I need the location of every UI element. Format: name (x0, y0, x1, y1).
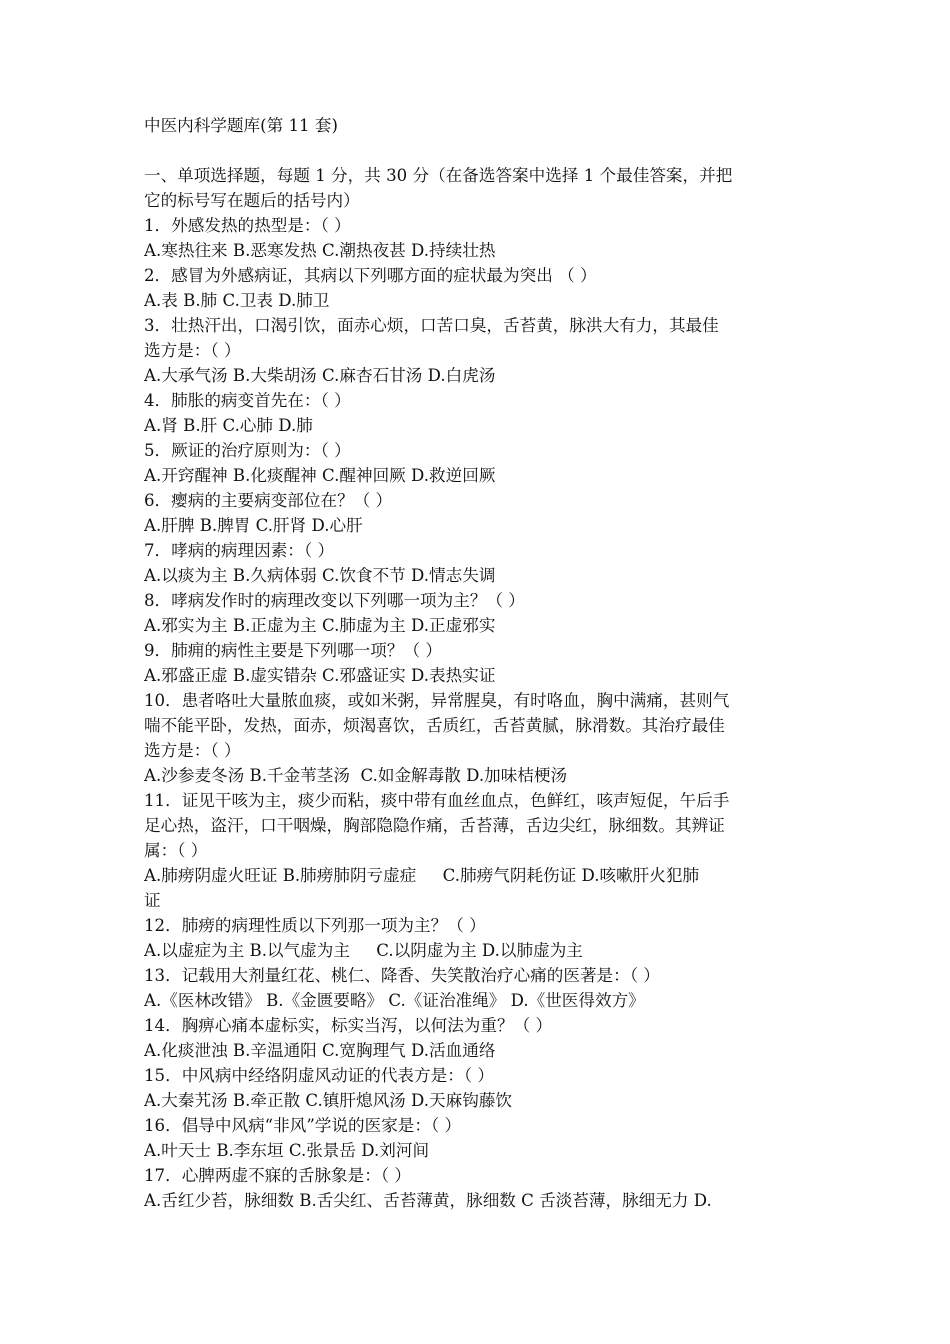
document-title: 中医内科学题库(第 11 套) (144, 116, 338, 135)
answer-options: A.肺痨阴虚火旺证 B.肺痨肺阴亏虚症 C.肺痨气阴耗伤证 D.咳嗽肝火犯肺 (144, 866, 700, 885)
question-text: 16．倡导中风病“非风”学说的医家是：（ ） (144, 1116, 462, 1135)
answer-options: A.肝脾 B.脾胃 C.肝肾 D.心肝 (144, 516, 363, 535)
document-body (144, 113, 810, 1213)
question-text: 属：（ ） (144, 841, 208, 860)
answer-options: A.大秦艽汤 B.牵正散 C.镇肝熄风汤 D.天麻钩藤饮 (144, 1091, 513, 1110)
question-text: 5．厥证的治疗原则为：（ ） (144, 441, 351, 460)
question-text: 12．肺痨的病理性质以下列那一项为主？（ ） (144, 916, 486, 935)
answer-options: A.大承气汤 B.大柴胡汤 C.麻杏石甘汤 D.白虎汤 (144, 366, 496, 385)
answer-options: A.化痰泄浊 B.辛温通阳 C.宽胸理气 D.活血通络 (144, 1041, 496, 1060)
answer-options: A.以虚症为主 B.以气虚为主 C.以阴虚为主 D.以肺虚为主 (144, 941, 583, 960)
question-text: 7．哮病的病理因素：（ ） (144, 541, 335, 560)
answer-options: A.以痰为主 B.久病体弱 C.饮食不节 D.情志失调 (144, 566, 496, 585)
question-text: 9．肺痈的病性主要是下列哪一项？（ ） (144, 641, 442, 660)
question-text: 选方是：（ ） (144, 741, 241, 760)
question-text: 10．患者咯吐大量脓血痰，或如米粥，异常腥臭，有时咯血，胸中满痛，甚则气 (144, 691, 730, 710)
section-heading-line: 一、单项选择题，每题 1 分，共 30 分（在备选答案中选择 1 个最佳答案，并把 (144, 166, 733, 185)
answer-options: 证 (144, 891, 161, 910)
question-text: 选方是：（ ） (144, 341, 241, 360)
question-text: 8．哮病发作时的病理改变以下列哪一项为主？（ ） (144, 591, 525, 610)
section-heading-line: 它的标号写在题后的括号内） (144, 191, 360, 210)
question-text: 3．壮热汗出，口渴引饮，面赤心烦，口苦口臭，舌苔黄，脉洪大有力，其最佳 (144, 316, 719, 335)
answer-options: A.邪实为主 B.正虚为主 C.肺虚为主 D.正虚邪实 (144, 616, 496, 635)
answer-options: A.寒热往来 B.恶寒发热 C.潮热夜甚 D.持续壮热 (144, 241, 496, 260)
answer-options: A.邪盛正虚 B.虚实错杂 C.邪盛证实 D.表热实证 (144, 666, 496, 685)
question-text: 14．胸痹心痛本虚标实，标实当泻，以何法为重？（ ） (144, 1016, 553, 1035)
answer-options: A.肾 B.肝 C.心肺 D.肺 (144, 416, 313, 435)
answer-options: A.表 B.肺 C.卫表 D.肺卫 (144, 291, 330, 310)
answer-options: A.沙参麦冬汤 B.千金苇茎汤 C.如金解毒散 D.加味桔梗汤 (144, 766, 568, 785)
question-text: 2．感冒为外感病证，其病以下列哪方面的症状最为突出 （ ） (144, 266, 597, 285)
answer-options: A.《医林改错》 B.《金匮要略》 C.《证治准绳》 D.《世医得效方》 (144, 991, 645, 1010)
question-text: 11．证见干咳为主，痰少而粘，痰中带有血丝血点，色鲜红，咳声短促，午后手 (144, 791, 730, 810)
answer-options: A.舌红少苔，脉细数 B.舌尖红、舌苔薄黄，脉细数 C 舌淡苔薄，脉细无力 D. (144, 1191, 712, 1210)
question-text: 1．外感发热的热型是：（ ） (144, 216, 351, 235)
question-text: 15．中风病中经络阴虚风动证的代表方是：（ ） (144, 1066, 494, 1085)
question-text: 喘不能平卧，发热，面赤，烦渴喜饮，舌质红，舌苔黄腻，脉滑数。其治疗最佳 (144, 716, 725, 735)
question-text: 6．瘿病的主要病变部位在？（ ） (144, 491, 393, 510)
answer-options: A.开窍醒神 B.化痰醒神 C.醒神回厥 D.救逆回厥 (144, 466, 496, 485)
question-text: 足心热，盗汗，口干咽燥，胸部隐隐作痛，舌苔薄，舌边尖红，脉细数。其辨证 (144, 816, 725, 835)
question-text: 17．心脾两虚不寐的舌脉象是：（ ） (144, 1166, 411, 1185)
question-text: 4．肺胀的病变首先在：（ ） (144, 391, 351, 410)
answer-options: A.叶天士 B.李东垣 C.张景岳 D.刘河间 (144, 1141, 430, 1160)
question-text: 13．记载用大剂量红花、桃仁、降香、失笑散治疗心痛的医著是：（ ） (144, 966, 660, 985)
